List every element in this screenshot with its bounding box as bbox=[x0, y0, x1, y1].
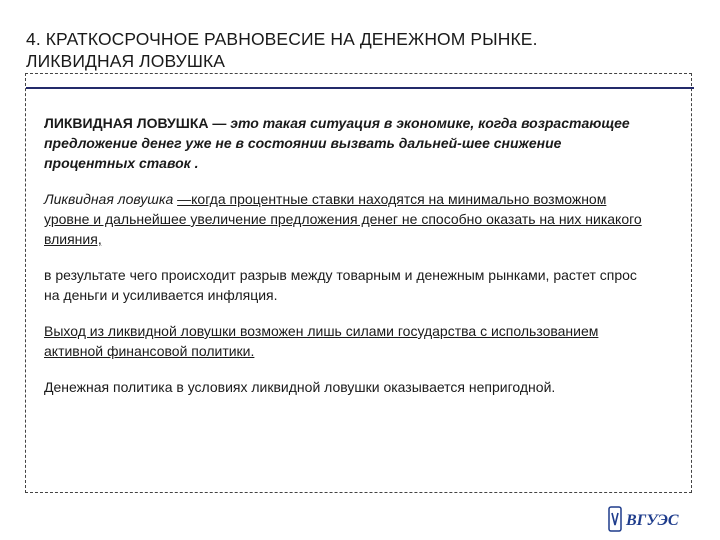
paragraph-3: Выход из ликвидной ловушки возможен лишь силами государства с использованием активной финансовой политики. bbox=[44, 323, 599, 359]
paragraph-4: Денежная политика в условиях ликвидной ловушки оказывается непригодной. bbox=[44, 379, 556, 395]
title-line-1: 4. КРАТКОСРОЧНОЕ РАВНОВЕСИЕ НА ДЕНЕЖНОМ РЫНКЕ. bbox=[26, 29, 538, 49]
definition-term: ЛИКВИДНАЯ ЛОВУШКА — bbox=[44, 115, 227, 131]
title-line-2: ЛИКВИДНАЯ ЛОВУШКА bbox=[26, 51, 226, 71]
paragraph-1-lead: Ликвидная ловушка bbox=[44, 191, 178, 207]
paragraph-1 bbox=[44, 189, 654, 249]
content-body bbox=[44, 113, 654, 413]
title-divider bbox=[26, 87, 694, 89]
university-logo bbox=[608, 505, 692, 533]
paragraph-2: в результате чего происходит разрыв между товарным и денежным рынками, растет спрос на деньги и усиливается инфляция. bbox=[44, 267, 637, 303]
definition-text: это такая ситуация в экономике, когда возрастающее предложение денег уже не в состоянии вызвать дальней-шее снижение процентных ставок . bbox=[44, 115, 630, 171]
logo-emblem-icon bbox=[609, 507, 621, 531]
definition-paragraph bbox=[44, 113, 654, 173]
logo-text: ВГУЭС bbox=[626, 512, 679, 529]
page-title bbox=[26, 28, 686, 72]
paragraph-1-text: —когда процентные ставки находятся на минимально возможном уровне и дальнейшее увеличение предложения денег не способно оказать на них никакого влияния, bbox=[44, 191, 642, 247]
